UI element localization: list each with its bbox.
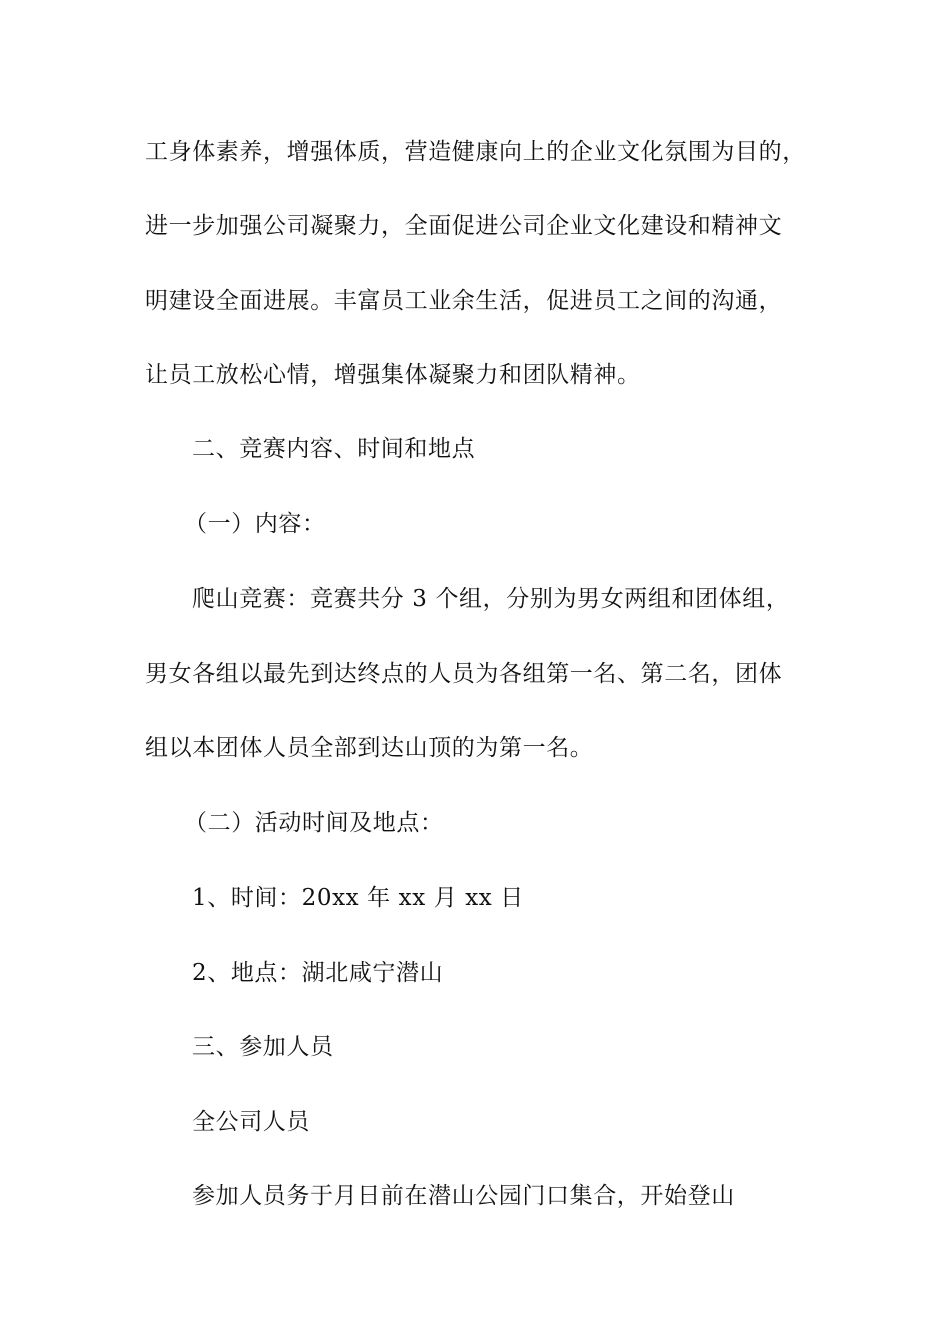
list-item: 1、时间：20xx 年 xx 月 xx 日 (192, 885, 524, 911)
paragraph-line: 工身体素养，增强体质，营造健康向上的企业文化氛围为目的， (145, 139, 806, 165)
subsection-heading: （二）活动时间及地点： (184, 810, 444, 836)
section-heading: 二、竞赛内容、时间和地点 (192, 436, 476, 462)
paragraph-line: 全公司人员 (192, 1109, 310, 1135)
paragraph-line: 让员工放松心情，增强集体凝聚力和团队精神。 (145, 362, 641, 388)
paragraph-line: 爬山竞赛：竞赛共分 3 个组，分别为男女两组和团体组， (192, 586, 790, 612)
paragraph-line: 进一步加强公司凝聚力，全面促进公司企业文化建设和精神文 (145, 213, 783, 239)
list-item: 2、地点：湖北咸宁潜山 (192, 960, 444, 986)
subsection-heading: （一）内容： (184, 511, 326, 537)
paragraph-line: 明建设全面进展。丰富员工业余生活，促进员工之间的沟通， (145, 288, 783, 314)
paragraph-line: 参加人员务于月日前在潜山公园门口集合，开始登山 (192, 1183, 735, 1209)
paragraph-line: 组以本团体人员全部到达山顶的为第一名。 (145, 735, 594, 761)
section-heading: 三、参加人员 (192, 1034, 334, 1060)
paragraph-line: 男女各组以最先到达终点的人员为各组第一名、第二名，团体 (145, 661, 783, 687)
